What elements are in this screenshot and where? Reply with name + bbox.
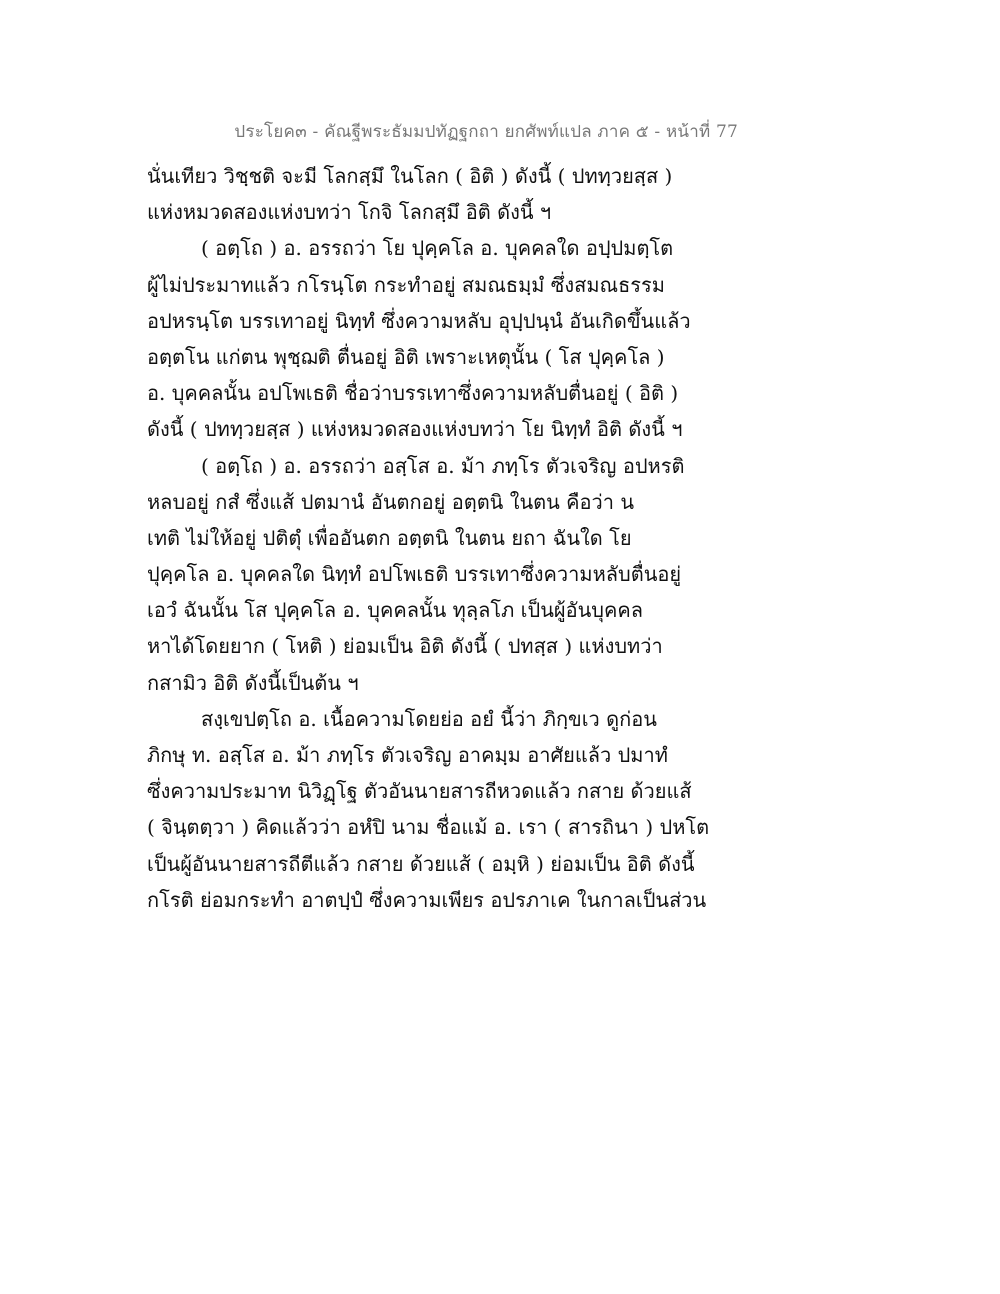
text-line: กสามิว อิติ ดังนี้เป็นต้น ฯ <box>147 670 359 695</box>
text-line: หาได้โดยยาก ( โหติ ) ย่อมเป็น อิติ ดังนี้ ( ปทสฺส ) แห่งบทว่า <box>147 634 663 659</box>
running-header: ประโยค๓ - คัณฐีพระธัมมปทัฏฐกถา ยกศัพท์แปล ภาค ๕ - หน้าที่ 77 <box>234 122 738 142</box>
paragraph-start-line: ( อตฺโถ ) อ. อรรถว่า อสฺโส อ. ม้า ภทฺโร ตัวเจริญ อปหรติ <box>201 453 685 478</box>
body-text <box>147 158 867 918</box>
text-line: ซึ่งความประมาท นิวิฏฺโฐ ตัวอันนายสารถีหวดแล้ว กสาย ด้วยแส้ <box>147 779 692 804</box>
text-line: อ. บุคคลนั้น อปโพเธติ ชื่อว่าบรรเทาซึ่งความหลับตื่นอยู่ ( อิติ ) <box>147 381 679 406</box>
paragraph-start-line: ( อตฺโถ ) อ. อรรถว่า โย ปุคฺคโล อ. บุคคลใด อปฺปมตฺโต <box>201 236 674 261</box>
text-line: อตฺตโน แก่ตน พุชฺฌติ ตื่นอยู่ อิติ เพราะเหตุนั้น ( โส ปุคฺคโล ) <box>147 344 665 369</box>
paragraph-start-line: สงฺเขปตฺโถ อ. เนื้อความโดยย่อ อยํ นี้ว่า ภิกฺขเว ดูก่อน <box>201 706 657 731</box>
text-line: ภิกษุ ท. อสฺโส อ. ม้า ภทฺโร ตัวเจริญ อาคมฺม อาศัยแล้ว ปมาทํ <box>147 743 668 767</box>
text-line: แห่งหมวดสองแห่งบทว่า โกจิ โลกสฺมึ อิติ ดังนี้ ฯ <box>147 200 552 225</box>
text-line: ผู้ไม่ประมาทแล้ว กโรนฺโต กระทำอยู่ สมณธมฺมํ ซึ่งสมณธรรม <box>147 272 665 297</box>
text-line: หลบอยู่ กสํ ซึ่งแส้ ปตมานํ อันตกอยู่ อตฺตนิ ในตน คือว่า น <box>147 489 635 514</box>
text-line: เอวํ ฉันนั้น โส ปุคฺคโล อ. บุคคลนั้น ทุลฺลโภ เป็นผู้อันบุคคล <box>147 598 643 623</box>
text-line: อปหรนฺโต บรรเทาอยู่ นิทฺทํ ซึ่งความหลับ อุปฺปนฺนํ อันเกิดขึ้นแล้ว <box>147 308 691 333</box>
text-line: ( จินฺตตฺวา ) คิดแล้วว่า อหํปิ นาม ชื่อแม้ อ. เรา ( สารถินา ) ปหโต <box>147 815 710 840</box>
text-line: เทติ ไม่ให้อยู่ ปติตุํ เพื่ออันตก อตฺตนิ ในตน ยถา ฉันใด โย <box>147 525 632 550</box>
text-line: ดังนี้ ( ปททฺวยสฺส ) แห่งหมวดสองแห่งบทว่า โย นิทฺทํ อิติ ดังนี้ ฯ <box>147 417 683 442</box>
text-line: ปุคฺคโล อ. บุคคลใด นิทฺทํ อปโพเธติ บรรเทาซึ่งความหลับตื่นอยู่ <box>147 562 682 587</box>
text-line: เป็นผู้อันนายสารถีตีแล้ว กสาย ด้วยแส้ ( อมฺหิ ) ย่อมเป็น อิติ ดังนี้ <box>147 851 695 876</box>
text-line: นั่นเทียว วิชฺชติ จะมี โลกสฺมึ ในโลก ( อิติ ) ดังนี้ ( ปททฺวยสฺส ) <box>147 164 673 188</box>
text-line: กโรติ ย่อมกระทำ อาตปฺปํ ซึ่งความเพียร อปรภาเค ในกาลเป็นส่วน <box>147 887 707 912</box>
